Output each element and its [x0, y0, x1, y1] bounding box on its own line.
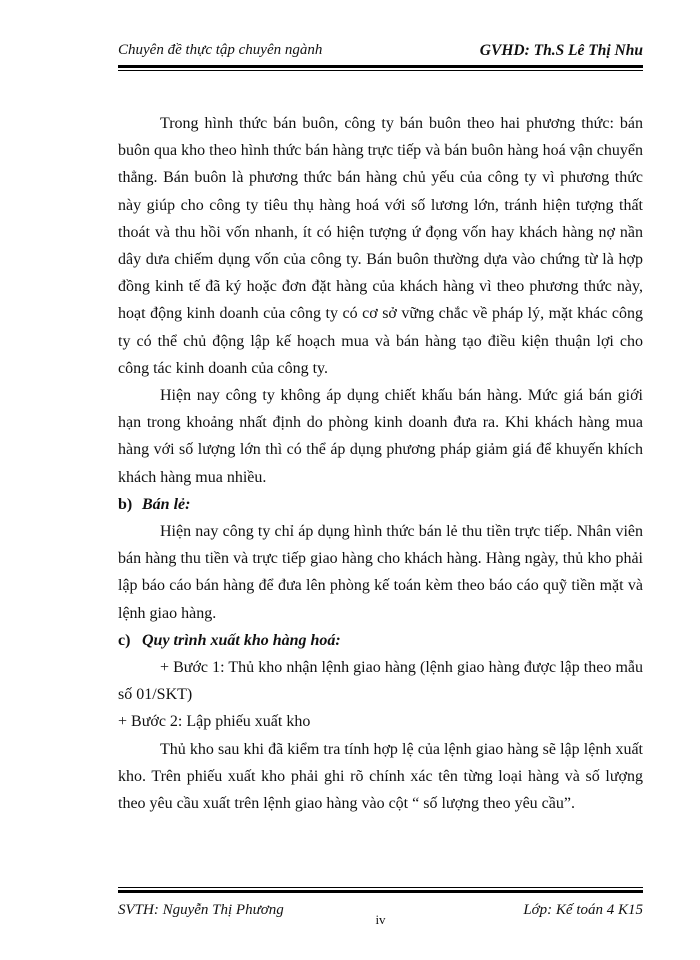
step-2: + Bước 2: Lập phiếu xuất kho [118, 713, 311, 731]
paragraph-wholesale: Trong hình thức bán buôn, công ty bán buôn theo hai phương thức: bán buôn qua kho theo hình thức bán hàng trực tiếp và bán buôn hàng hoá vận chuyển thẳng. Bán buôn là phương thức bán hàng chủ yếu của công ty vì phương thức này giúp cho công ty tiêu thụ hàng hoá với số lương lớn, tránh hiện tượng thất thoát và thu hồi vốn nhanh, ít có hiện tượng ứ đọng vốn hay khách hàng nợ nần dây dưa chiếm dụng vốn của công ty. Bán buôn thường dựa vào chứng từ là hợp đồng kinh tế đã ký hoặc đơn đặt hàng của khách hàng vì theo phương thức này, hoạt động kinh doanh của công ty có cơ sở vững chắc về pháp lý, mặt khác công ty có thể chủ động lập kế hoạch mua và bán hàng tạo điều kiện thuận lợi cho công tác kinh doanh của công ty. [118, 115, 643, 377]
heading-retail-marker: b) [118, 495, 133, 513]
step-1: + Bước 1: Thủ kho nhận lệnh giao hàng (lệnh giao hàng được lập theo mẫu số 01/SKT) [118, 659, 643, 704]
heading-retail [118, 491, 643, 518]
paragraph-retail: Hiện nay công ty chỉ áp dụng hình thức bán lẻ thu tiền trực tiếp. Nhân viên bán hàng thu tiền và trực tiếp giao hàng cho khách hàng. Hàng ngày, thủ kho phải lập báo cáo bán hàng để đưa lên phòng kế toán kèm theo báo cáo quỹ tiền mặt và lệnh giao hàng. [118, 523, 643, 622]
heading-export-text: Quy trình xuất kho hàng hoá: [142, 631, 341, 649]
header-rule-thin [118, 70, 643, 71]
heading-retail-text: Bán lẻ: [142, 495, 191, 513]
footer-rule-thick [118, 890, 643, 893]
footer-student: SVTH: Nguyễn Thị Phương [118, 902, 284, 918]
paragraph-export-slip: Thủ kho sau khi đã kiểm tra tính hợp lệ của lệnh giao hàng sẽ lập lệnh xuất kho. Trên phiếu xuất kho phải ghi rõ chính xác tên từng loại hàng và số lượng theo yêu cầu xuất trên lệnh giao hàng vào cột “ số lượng theo yêu cầu”. [118, 740, 643, 813]
page-body [118, 110, 643, 817]
page-header [118, 38, 643, 64]
footer-rule-thin [118, 887, 643, 888]
footer-class: Lớp: Kế toán 4 K15 [523, 902, 643, 918]
header-left-title: Chuyên đề thực tập chuyên ngành [118, 42, 323, 58]
heading-export-marker: c) [118, 631, 131, 649]
header-rule-thick [118, 65, 643, 68]
page-footer [118, 900, 643, 930]
heading-export-process [118, 627, 643, 654]
header-supervisor: GVHD: Th.S Lê Thị Nhu [479, 42, 643, 59]
paragraph-discount: Hiện nay công ty không áp dụng chiết khấu bán hàng. Mức giá bán giới hạn trong khoảng nhất định do phòng kinh doanh đưa ra. Khi khách hàng mua hàng với số lượng lớn thì có thể áp dụng phương pháp giảm giá để khuyến khích khách hàng mua nhiều. [118, 387, 643, 486]
page-number: iv [375, 912, 386, 927]
